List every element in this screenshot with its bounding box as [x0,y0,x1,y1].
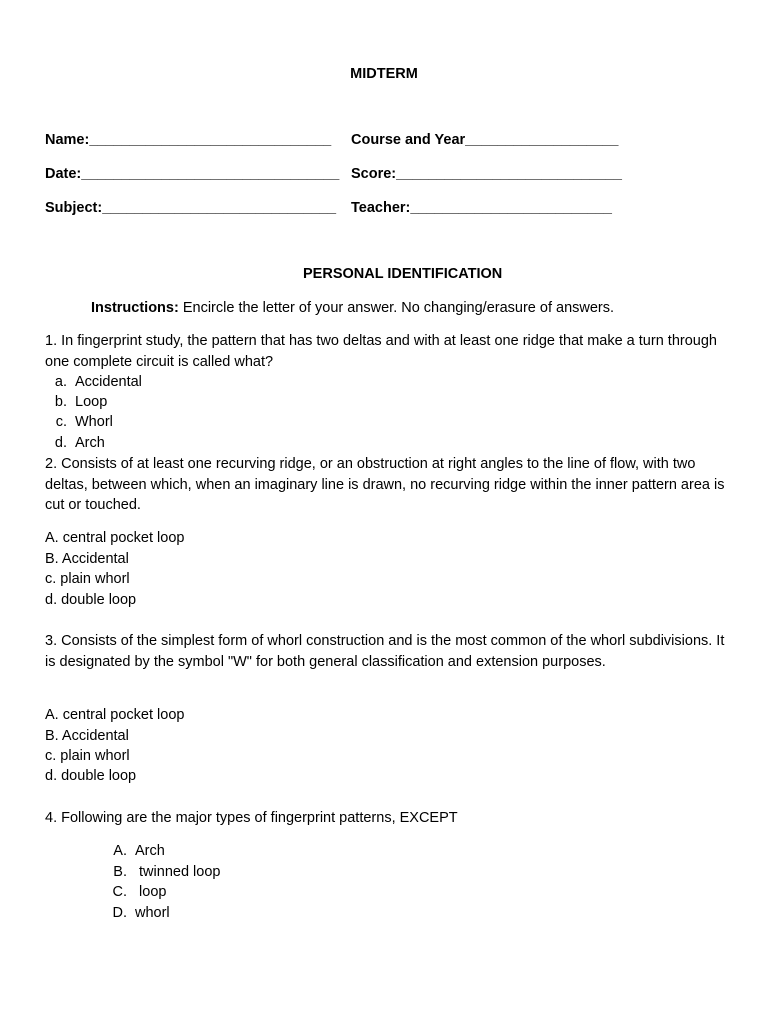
choice-d[interactable] [45,433,105,453]
choice-c[interactable]: c. plain whorl [45,571,130,587]
choice-letter: a. [54,374,67,390]
date-field[interactable]: Date:________________________________ [45,166,340,182]
choice-text: Accidental [75,374,142,390]
choice-c[interactable] [105,882,166,902]
question-text: 4. Following are the major types of fingerprint patterns, EXCEPT [45,810,458,826]
instructions-text: Encircle the letter of your answer. No changing/erasure of answers. [178,300,615,316]
choice-letter: d. [54,435,67,451]
choice-c[interactable] [45,412,113,432]
subject-field[interactable]: Subject:_____________________________ [45,200,337,216]
choice-d[interactable]: d. double loop [45,768,137,784]
choice-text: twinned loop [135,864,221,880]
course-year-field[interactable]: Course and Year___________________ [351,132,619,148]
choice-letter: D. [112,905,127,921]
choice-a[interactable] [105,841,165,861]
teacher-field[interactable]: Teacher:_________________________ [351,200,612,216]
choice-text: Whorl [75,414,113,430]
question-text: 3. Consists of the simplest form of whorl construction and is the most common of the whorl subdivisions. It is designated by the symbol "W" for both general classification and extension purposes. [45,633,725,670]
choice-a[interactable]: A. central pocket loop [45,707,185,723]
choice-letter: A. [113,843,127,859]
choice-b[interactable]: B. Accidental [45,728,129,744]
choice-text: Loop [75,394,108,410]
choice-text: loop [135,884,167,900]
choice-letter: b. [54,394,67,410]
choice-d[interactable]: d. double loop [45,592,137,608]
choice-a[interactable]: A. central pocket loop [45,530,185,546]
choice-text: Arch [75,435,105,451]
choice-b[interactable] [105,862,220,882]
instructions-label: Instructions: [91,300,179,316]
choice-b[interactable] [45,392,107,412]
choice-b[interactable]: B. Accidental [45,551,129,567]
choice-letter: C. [112,884,127,900]
choice-text: whorl [135,905,170,921]
question-text: 2. Consists of at least one recurving ridge, or an obstruction at right angles to the line of flow, with two deltas, between which, when an imaginary line is drawn, no recurving ridge within the inner pattern area is cut or touched. [45,456,725,513]
choice-d[interactable] [105,903,170,923]
choice-text: Arch [135,843,165,859]
score-field[interactable]: Score:____________________________ [351,166,622,182]
section-title: PERSONAL IDENTIFICATION [303,266,503,282]
question-text: 1. In fingerprint study, the pattern that has two deltas and with at least one ridge that make a turn through one complete circuit is called what? [45,333,717,370]
instructions [91,298,614,318]
choice-a[interactable] [45,372,142,392]
name-field[interactable]: Name:______________________________ [45,132,332,148]
choice-letter: B. [113,864,127,880]
choice-c[interactable]: c. plain whorl [45,748,130,764]
choice-letter: c. [55,414,67,430]
exam-title: MIDTERM [350,66,418,82]
